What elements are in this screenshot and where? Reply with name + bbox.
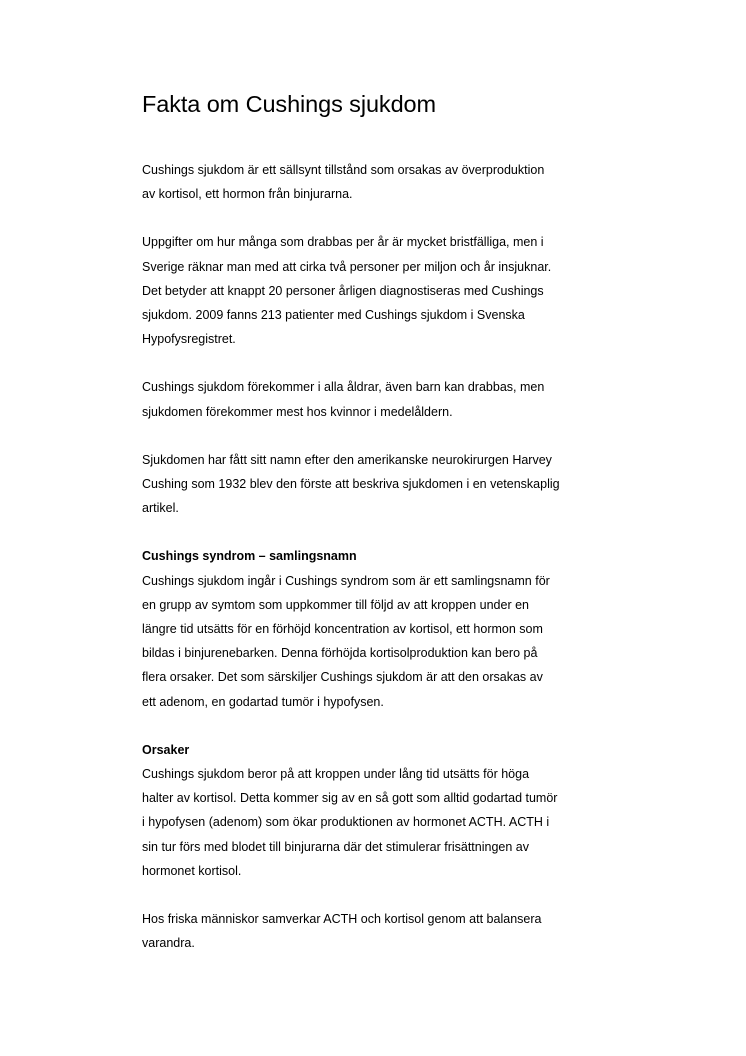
paragraph-intro-3: Cushings sjukdom förekommer i alla åldrar, även barn kan drabbas, men sjukdomen förekommer mest hos kvinnor i medelåldern.: [142, 380, 545, 419]
section-heading-causes: Orsaker: [142, 742, 190, 757]
paragraph-intro-4: Sjukdomen har fått sitt namn efter den amerikanske neurokirurgen Harvey Cushing som 1932 blev den förste att beskriva sjukdomen i en vetenskaplig artikel.: [142, 452, 560, 516]
paragraph-closing: Hos friska människor samverkar ACTH och kortisol genom att balansera varandra.: [142, 912, 542, 951]
page-title: Fakta om Cushings sjukdom: [142, 91, 436, 117]
section-heading-syndrome: Cushings syndrom – samlingsnamn: [142, 549, 357, 564]
spacer: [142, 120, 612, 158]
spacer: [142, 520, 612, 544]
spacer: [142, 883, 612, 907]
paragraph-intro-2: Uppgifter om hur många som drabbas per år är mycket bristfälliga, men i Sverige räknar man med att cirka två personer per miljon och år insjuknar. Det betyder att knappt 20 personer årligen diagnostiseras med Cushings sjukdom. 2009 fanns 213 patienter med Cushings sjukdom i Svenska Hypofysregistret.: [142, 235, 552, 347]
spacer: [142, 206, 612, 230]
paragraph-intro-1: Cushings sjukdom är ett sällsynt tillstånd som orsakas av överproduktion av kortisol, ett hormon från binjurarna.: [142, 163, 545, 202]
spacer: [142, 351, 612, 375]
spacer: [142, 424, 612, 448]
paragraph-causes: Cushings sjukdom beror på att kroppen under lång tid utsätts för höga halter av kortisol. Detta kommer sig av en så gott som alltid godartad tumör i hypofysen (adenom) som ökar produktionen av hormonet ACTH. ACTH i sin tur förs med blodet till binjurarna där det stimulerar frisättningen av hormonet kortisol.: [142, 767, 558, 878]
paragraph-syndrome: Cushings sjukdom ingår i Cushings syndrom som är ett samlingsnamn för en grupp av symtom som uppkommer till följd av att kroppen under en längre tid utsätts för en förhöjd koncentration av kortisol, ett hormon som bildas i binjurenebarken. Denna förhöjda kortisolproduktion kan bero på flera orsaker. Det som särskiljer Cushings sjukdom är att den orsakas av ett adenom, en godartad tumör i hypofysen.: [142, 573, 550, 709]
document-body: [142, 88, 612, 955]
spacer: [142, 714, 612, 738]
